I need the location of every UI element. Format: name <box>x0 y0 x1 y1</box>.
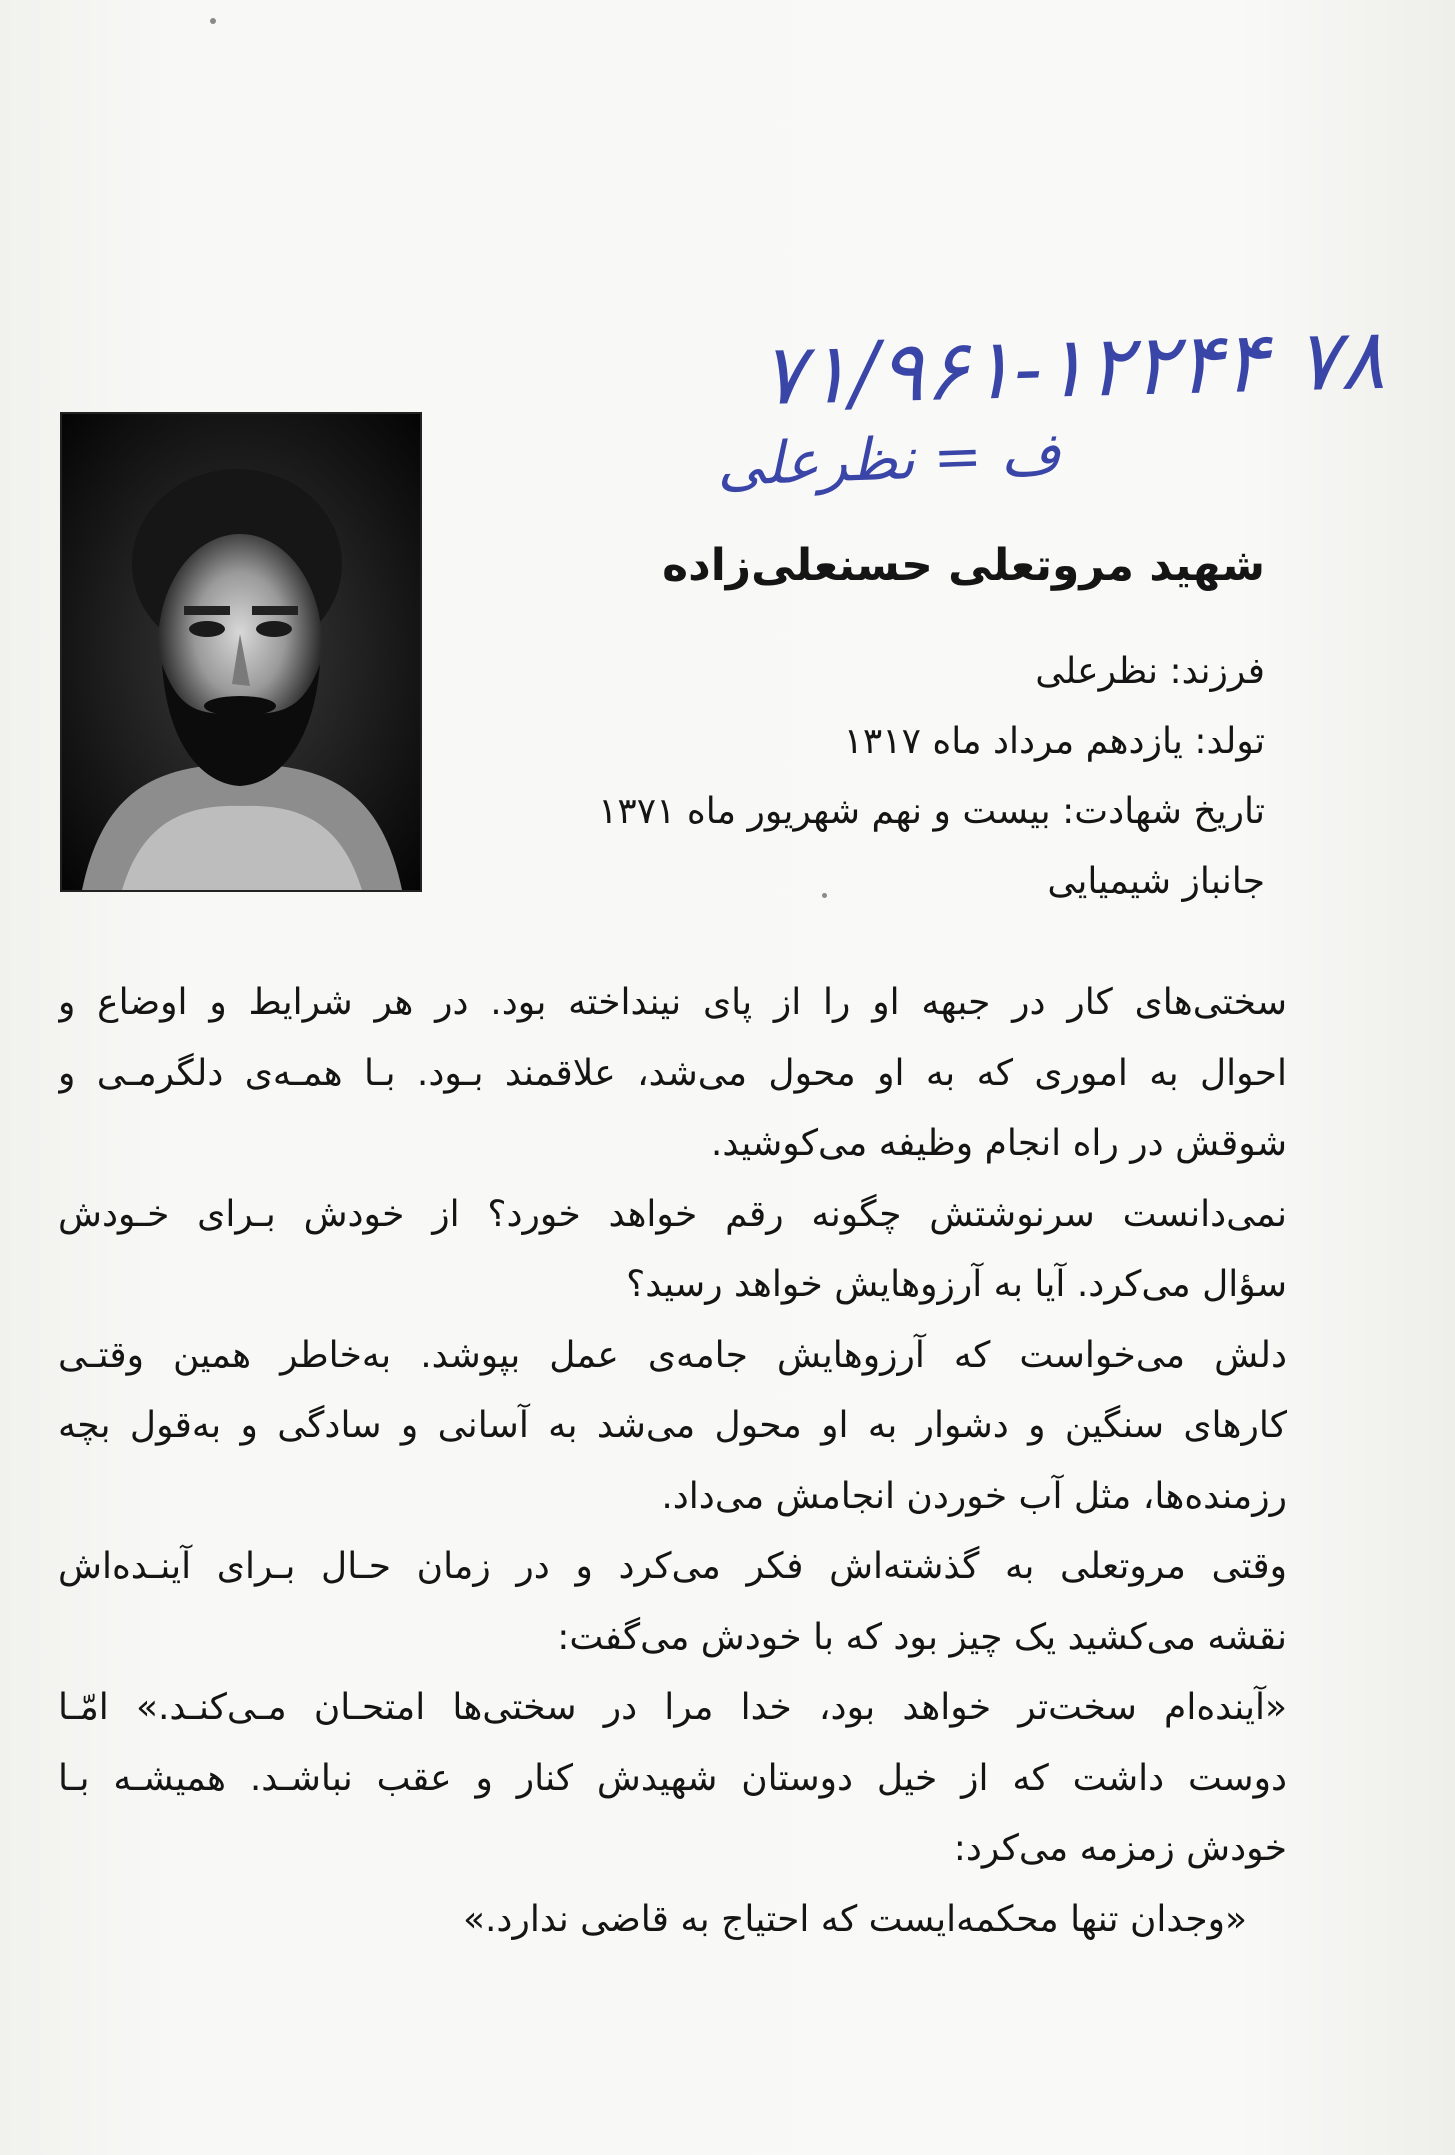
page-title: شهید مروتعلی حسنعلی‌زاده <box>662 540 1265 591</box>
info-martyrdom: تاریخ شهادت: بیست و نهم شهریور ماه ۱۳۷۱ <box>598 791 1265 832</box>
info-father: فرزند: نظرعلی <box>1035 651 1265 692</box>
text-line: شوقش در راه انجام وظیفه می‌کوشید. <box>710 1123 1287 1164</box>
text-line: نقشه می‌کشید یک چیز بود که با خودش می‌گفت: <box>557 1616 1287 1658</box>
info-status: جانباز شیمیایی <box>1047 861 1265 902</box>
text-line: رزمنده‌ها، مثل آب خوردن انجامش می‌داد. <box>661 1475 1287 1517</box>
portrait-photo-icon <box>62 414 420 890</box>
text-line: نمی‌دانست سرنوشتش چگونه رقم خواهد خورد؟ از خودش بـرای خـودش <box>58 1193 1287 1235</box>
martyr-info <box>598 637 1265 917</box>
text-line: خودش زمزمه می‌کرد: <box>953 1828 1287 1869</box>
info-birth: تولد: یازدهم مرداد ماه ۱۳۱۷ <box>843 721 1265 762</box>
text-line: کارهای سنگین و دشوار به او محول می‌شد به آسانی و سادگی و به‌قول بچه <box>58 1405 1287 1446</box>
text-line: سختی‌های کار در جبهه او را از پای نینداخته بود. در هر شرایط و اوضاع و <box>58 982 1287 1023</box>
text-line: وقتی مروتعلی به گذشته‌اش فکر می‌کرد و در زمان حـال بـرای آینـده‌اش <box>58 1546 1287 1587</box>
dust-speck <box>210 18 216 24</box>
text-line: سؤال می‌کرد. آیا به آرزوهایش خواهد رسید؟ <box>626 1264 1287 1305</box>
text-line: دلش می‌خواست که آرزوهایش جامه‌ی عمل بپوشد. به‌خاطر همین وقتـی <box>58 1334 1287 1376</box>
text-line: احوال به اموری که به او محول می‌شد، علاقمند بـود. بـا همـه‌ی دلگرمـی و <box>58 1052 1287 1094</box>
text-line: دوست داشت که از خیل دوستان شهیدش کنار و عقب نباشـد. همیشـه بـا <box>58 1757 1287 1799</box>
body-text <box>58 968 1287 1955</box>
text-line: «آینده‌ام سخت‌تر خواهد بود، خدا مرا در سختی‌ها امتحـان مـی‌کنـد.» امّـا <box>58 1687 1287 1728</box>
text-line: «وجدان تنها محکمه‌ایست که احتیاج به قاضی ندارد.» <box>462 1898 1247 1940</box>
handwritten-father-note: ف = نظرعلی <box>715 419 1062 499</box>
handwritten-archive-number: ۷۱/۹۶۱-۱۲۲۴۴ ۷۸ <box>759 309 1387 425</box>
portrait-photo <box>60 412 422 892</box>
